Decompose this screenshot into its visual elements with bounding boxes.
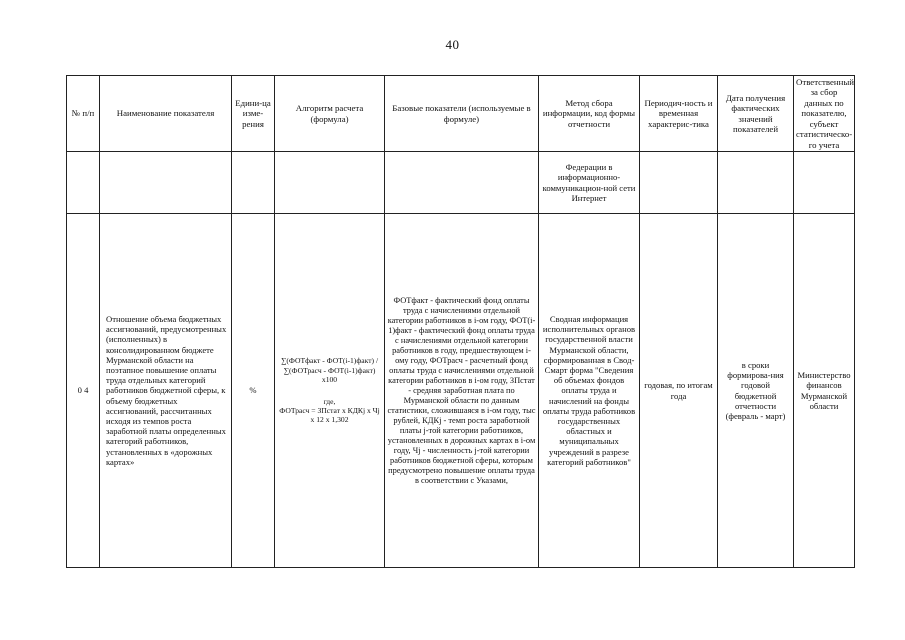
cont-cell-date xyxy=(718,152,794,214)
header-unit: Едини-ца изме-рения xyxy=(232,76,275,152)
header-base: Базовые показатели (используемые в формуле) xyxy=(385,76,539,152)
header-responsible: Ответственный за сбор данных по показателю, субъект статистическо-го учета xyxy=(794,76,855,152)
table-header-row xyxy=(67,76,855,152)
cont-cell-algorithm xyxy=(275,152,385,214)
header-algorithm: Алгоритм расчета (формула) xyxy=(275,76,385,152)
cont-cell-base xyxy=(385,152,539,214)
formula-calc: ФОТрасч = ЗПстат x КДКj x Чj x 12 x 1,302 xyxy=(279,405,380,425)
row-indicator-name: Отношение объема бюджетных ассигнований, предусмотренных (исполненных) в консолидированном бюджете Мурманской области на поэтапное повышение оплаты труда отдельных категорий работников бюджетной сферы, к объему бюджетных ассигнований, рассчитанных исходя из темпов роста заработной платы определенных категорий работников, установленных в «дорожных картах» xyxy=(100,214,232,568)
formula-where: где, xyxy=(323,396,336,406)
row-periodicity: годовая, по итогам года xyxy=(640,214,718,568)
header-method: Метод сбора информации, код формы отчетности xyxy=(539,76,640,152)
row-actual-date: в сроки формирова-ния годовой бюджетной отчетности (февраль - март) xyxy=(718,214,794,568)
cont-cell-unit xyxy=(232,152,275,214)
header-date: Дата получения фактических значений показателей xyxy=(718,76,794,152)
table-row xyxy=(67,214,855,568)
header-period: Периодич-ность и временная характерис-тика xyxy=(640,76,718,152)
page-number: 40 xyxy=(445,37,460,52)
row-responsible: Министерство финансов Мурманской области xyxy=(794,214,855,568)
cont-cell-responsible xyxy=(794,152,855,214)
header-name: Наименование показателя xyxy=(100,76,232,152)
row-algorithm xyxy=(275,214,385,568)
cont-cell-period xyxy=(640,152,718,214)
indicator-table xyxy=(66,75,855,568)
header-num: № п/п xyxy=(67,76,100,152)
cont-cell-num xyxy=(67,152,100,214)
cont-cell-method: Федерации в информационно-коммуникацион-ной сети Интернет xyxy=(539,152,640,214)
continuation-row xyxy=(67,152,855,214)
row-collection-method: Сводная информация исполнительных органов государственной власти Мурманской области, сформированная в Свод-Смарт форма "Сведения об объемах фондов оплаты труда и начислений на фонды оплаты труда работников государственных областных и муниципальных учреждений в разрезе категорий работников" xyxy=(539,214,640,568)
row-base-indicators: ФОТфакт - фактический фонд оплаты труда с начислениями отдельной категории работников в i-ом году, ФОТ(i-1)факт - фактический фонд оплаты труда с начислениями отдельной категории работников в году, предшествующем i-ому году, ФОТрасч - расчетный фонд оплаты труда с начислениями отдельной категории работников в i-ом году, ЗПстат - средняя заработная плата по Мурманской области по данным статистики, сложившаяся в i-ом году, тыс рублей, КДКj - темп роста заработной платы j-той категории работников, установленных в дорожных картах в i-ом году, Чj - численность j-той категории работников бюджетной сферы, которым предусмотрено повышение оплаты труда в соответствии с Указами, xyxy=(385,214,539,568)
cont-cell-name xyxy=(100,152,232,214)
row-num: 0 4 xyxy=(67,214,100,568)
formula-main: ∑(ФОТфакт - ФОТ(i-1)факт) / ∑(ФОТрасч - ФОТ(i-1)факт) x100 xyxy=(280,356,379,385)
row-unit: % xyxy=(232,214,275,568)
